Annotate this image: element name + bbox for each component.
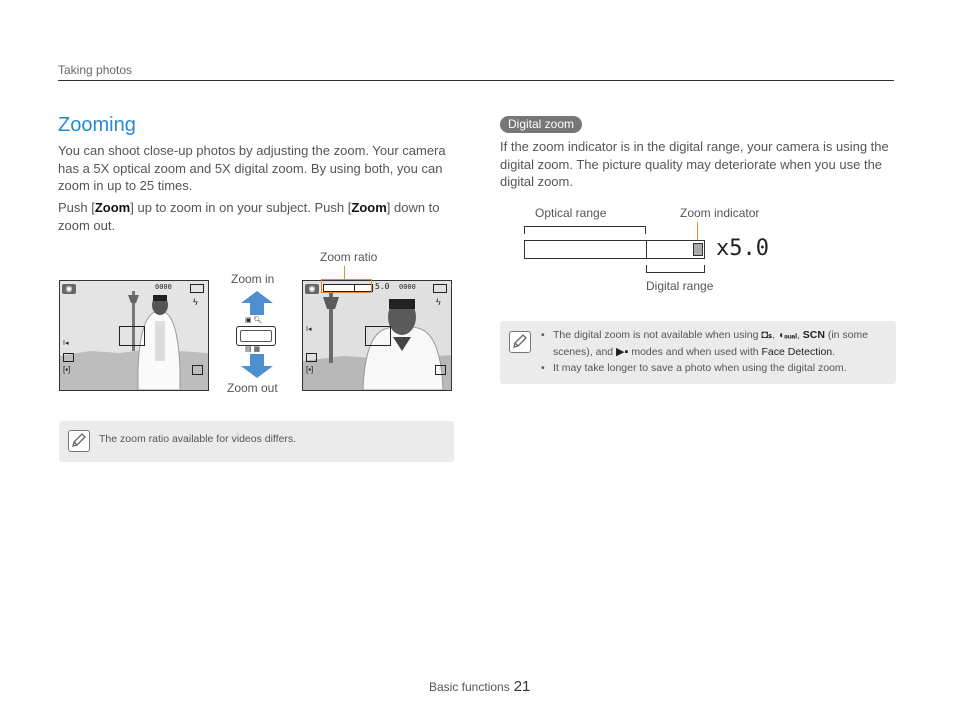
zoom-ratio-highlight — [321, 279, 372, 293]
optical-range-bracket — [524, 226, 646, 234]
zoom-value-readout: x5.0 — [716, 236, 769, 261]
metering-icon — [63, 353, 74, 362]
bullet1-text-b: (in some scenes), and — [553, 329, 869, 358]
note-box-right — [500, 321, 896, 384]
flash-icon: ϟ — [436, 297, 441, 307]
camera-screen-tele — [302, 280, 452, 391]
af-frame — [119, 326, 145, 346]
zoom-indicator-callout-line — [697, 222, 698, 240]
dual-is-mode-icon: ◖ₔᵤₐₗ — [777, 330, 797, 341]
bullet2-text: It may take longer to save a photo when using the digital zoom. — [553, 362, 847, 374]
note-pencil-icon — [68, 430, 90, 452]
stabilizer-icon — [192, 365, 203, 375]
scene-mode-label: SCN — [802, 329, 825, 341]
zoom-button-ref-2: Zoom — [351, 200, 387, 215]
zoom-lever — [236, 326, 276, 346]
note-pencil-icon — [509, 331, 531, 353]
bullet1-text-c: modes and when used with — [631, 346, 759, 358]
digital-zoom-paragraph: If the zoom indicator is in the digital range, your camera is using the digital zoom. The picture quality may deteriorate when you use the digital zoom. — [500, 139, 889, 189]
zoom-in-label: Zoom in — [231, 272, 275, 286]
zoom-ratio-label: Zoom ratio — [320, 250, 378, 264]
af-frame — [365, 326, 391, 346]
iso-icon: I◂ — [63, 340, 69, 347]
instruction-paragraph — [58, 199, 454, 234]
intro-paragraph: You can shoot close-up photos by adjusting the zoom. Your camera has a 5X optical zoom and 5X digital zoom. By using both, you can zoom in up to 25 times. — [58, 143, 446, 193]
digital-range-label: Digital range — [646, 279, 714, 293]
optical-range-label: Optical range — [535, 206, 607, 220]
iso-icon: I◂ — [306, 326, 312, 333]
header-rule — [58, 80, 894, 81]
note-bullet-2: • It may take longer to save a photo when using the digital zoom. — [541, 362, 847, 374]
running-header: Taking photos — [58, 63, 133, 77]
note-bullet-1: • The digital zoom is not available when using ◘ₛ, ◖ₔᵤₐₗ, SCN (in some scenes), and ▶▪ modes and when used with Face Detection. — [541, 329, 869, 358]
instruction-text-3: ] down to zoom out. — [58, 200, 440, 233]
zoom-bar-diagram — [524, 240, 705, 259]
bullet1-separator-2: , — [796, 329, 800, 341]
focus-icon: [▪] — [63, 365, 71, 374]
optical-digital-divider — [646, 241, 647, 258]
page-footer — [429, 678, 530, 695]
wide-icon: ▤ ▦ — [245, 346, 261, 353]
zoom-indicator-marker — [693, 243, 703, 256]
page-number: 21 — [513, 678, 531, 695]
zoom-indicator-label: Zoom indicator — [680, 206, 760, 220]
camera-mode-icon: ◉ — [62, 284, 76, 294]
battery-icon — [190, 284, 204, 293]
zoom-button-ref-1: Zoom — [94, 200, 131, 215]
battery-icon — [433, 284, 447, 293]
zoom-ratio-value: 5.0 — [375, 282, 390, 291]
zoom-ratio-callout-line — [344, 266, 345, 279]
face-detection-label: Face Detection — [761, 346, 833, 358]
note-list-right — [541, 327, 886, 376]
bullet1-end: . — [832, 346, 836, 358]
shot-counter: 0000 — [399, 283, 416, 291]
zoom-in-arrow-icon — [240, 290, 274, 316]
instruction-text-1: Push [ — [58, 200, 95, 215]
page-title: Zooming — [58, 114, 136, 136]
bullet1-text-a: The digital zoom is not available when using — [553, 329, 759, 341]
bullet1-separator-1: , — [772, 329, 776, 341]
note-text-left: The zoom ratio available for videos differs. — [99, 433, 297, 445]
zoom-out-arrow-icon — [240, 353, 274, 379]
tele-icon: ▣ 🔍︎ — [245, 317, 263, 324]
zoom-out-label: Zoom out — [227, 381, 278, 395]
flash-icon: ϟ — [193, 297, 198, 307]
footer-section: Basic functions — [429, 680, 510, 694]
stabilizer-icon — [435, 365, 446, 375]
instruction-text-2: ] up to zoom in on your subject. Push [ — [130, 200, 352, 215]
digital-range-bracket — [646, 265, 705, 273]
shot-counter: 0000 — [155, 283, 172, 291]
focus-icon: [▪] — [306, 365, 314, 374]
movie-mode-icon: ▶▪ — [616, 346, 629, 358]
camera-mode-icon: ◉ — [305, 284, 319, 294]
section-badge: Digital zoom — [500, 116, 582, 133]
smart-auto-mode-icon: ◘ₛ — [761, 329, 773, 341]
metering-icon — [306, 353, 317, 362]
camera-screen-wide — [59, 280, 209, 391]
note-box-left — [59, 421, 454, 462]
